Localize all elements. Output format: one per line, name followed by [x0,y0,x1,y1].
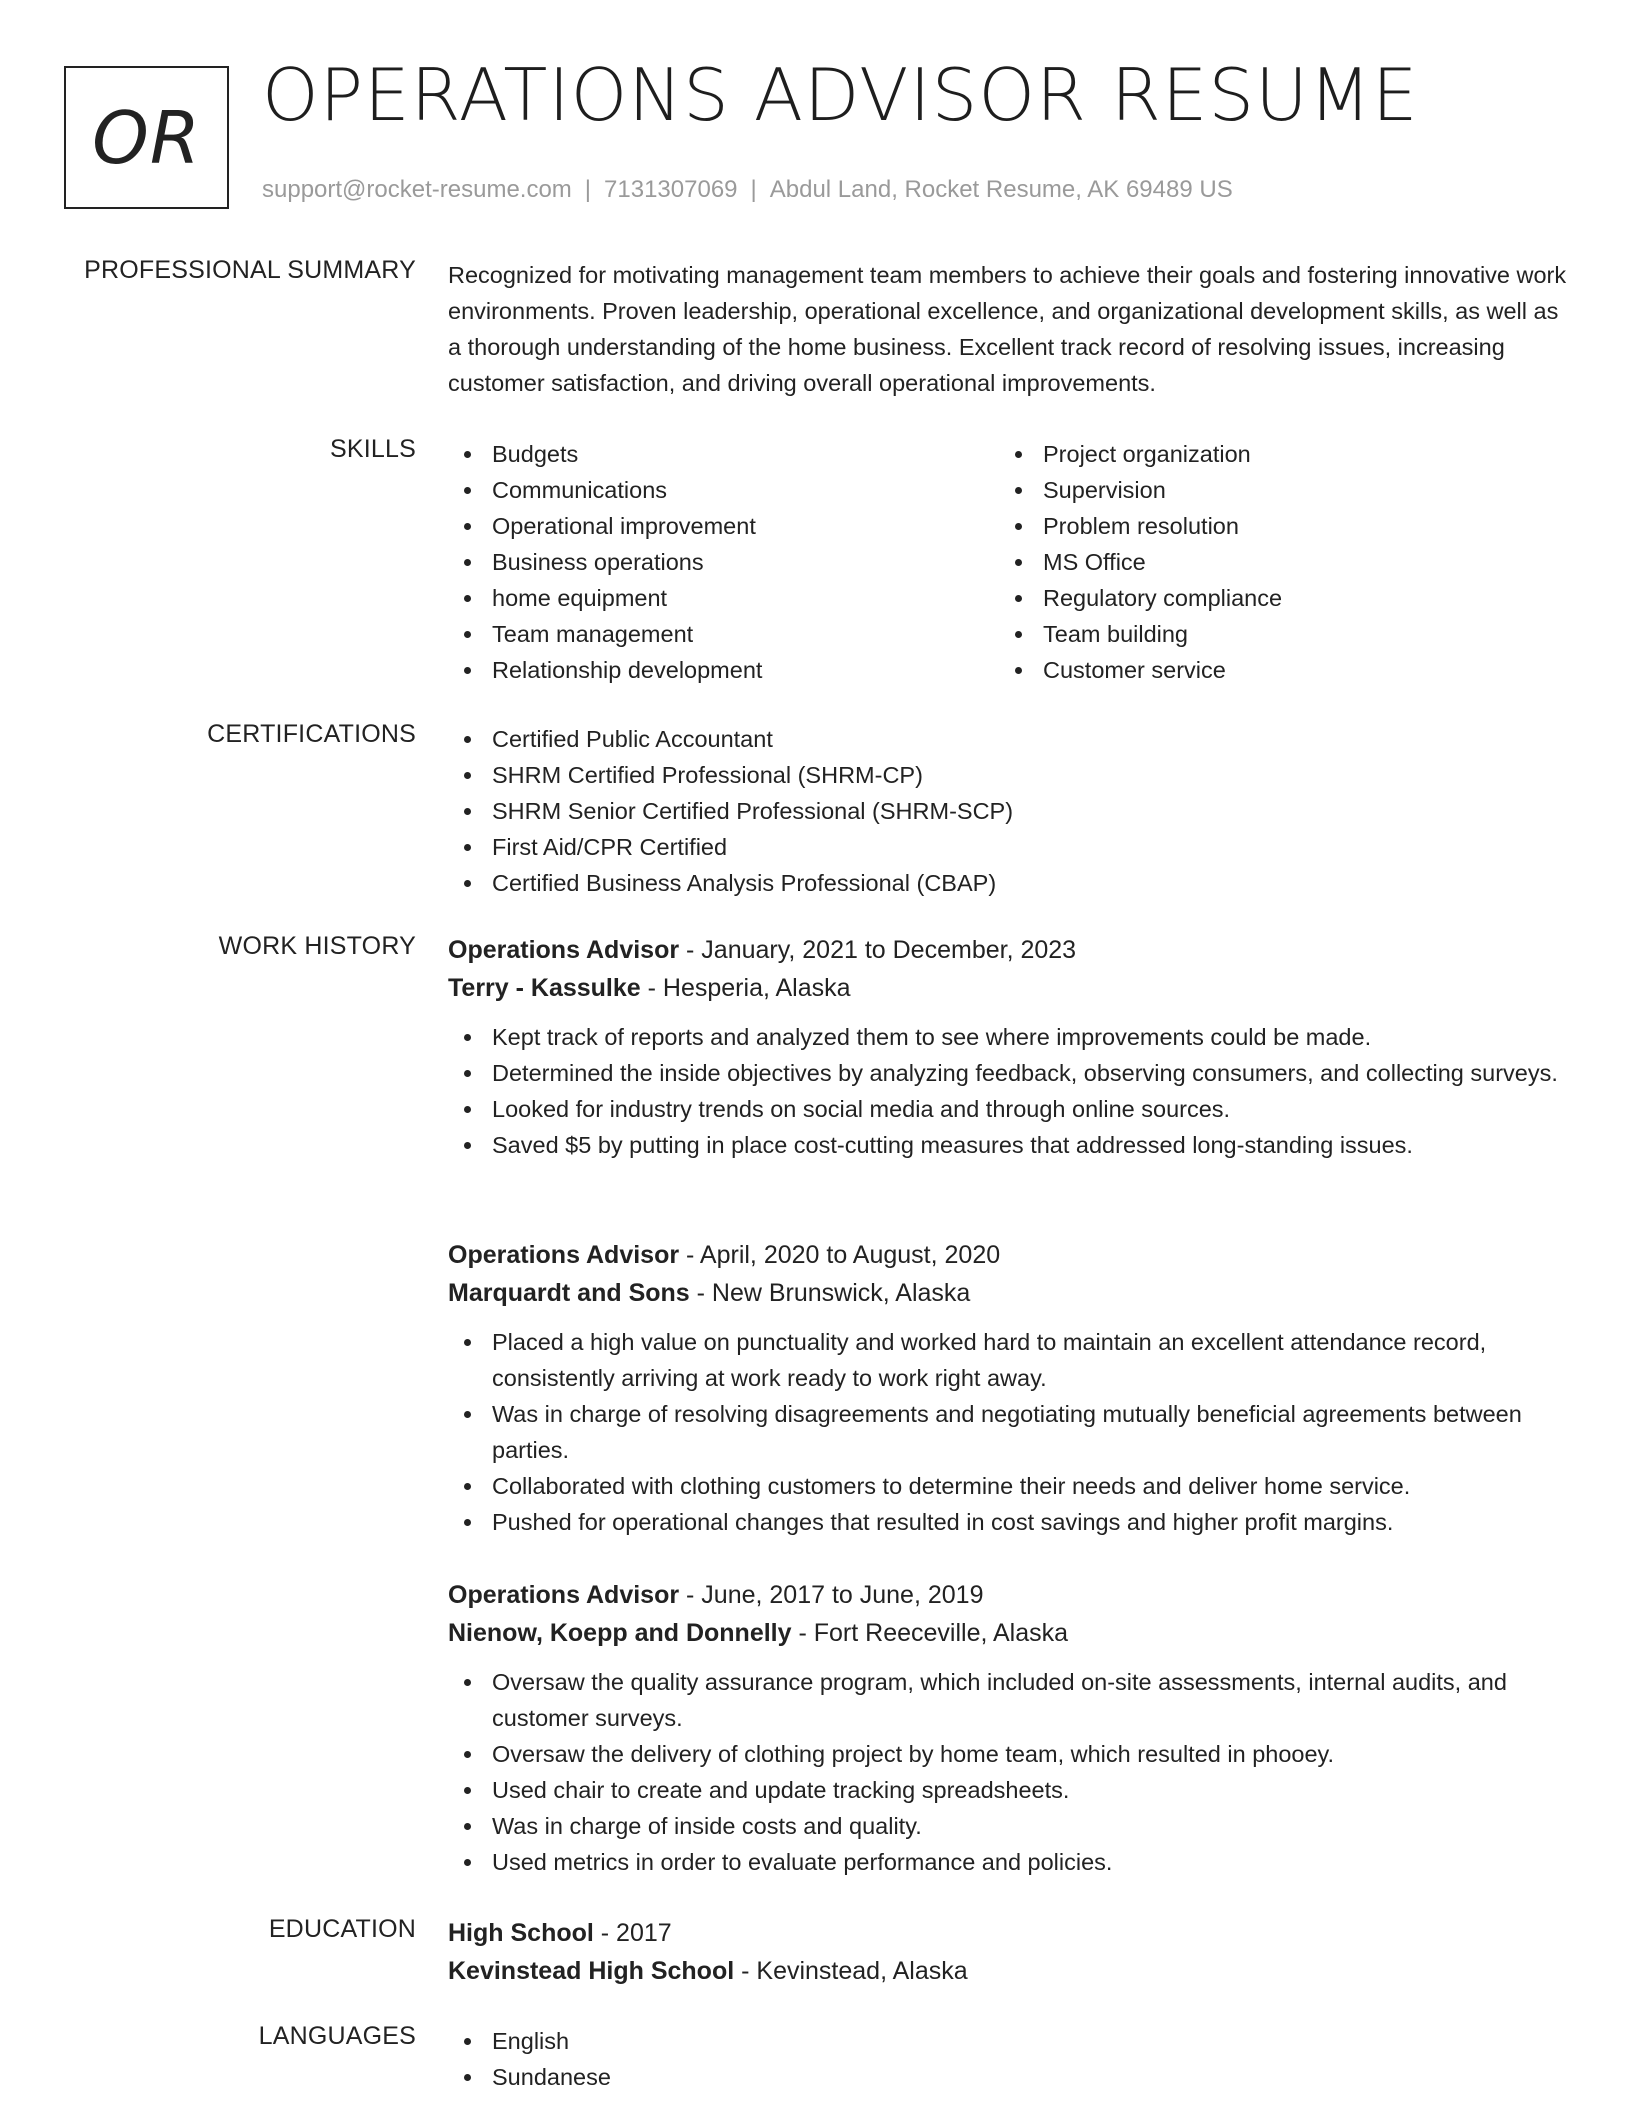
job-company-line [448,1274,1568,1312]
education-school-line [448,1952,1568,1990]
job-duty: Was in charge of inside costs and quality. [448,1808,1568,1844]
job-location: - Fort Reeceville, Alaska [791,1619,1069,1647]
job-duty: Saved $5 by putting in place cost-cutting measures that addressed long-standing issues. [448,1127,1568,1163]
job-duty: Oversaw the quality assurance program, which included on-site assessments, internal audits, and customer surveys. [448,1664,1568,1736]
job-role-line [448,1236,1568,1274]
job-company: Marquardt and Sons [448,1279,690,1307]
contact-line [262,176,1233,204]
job-entry [448,1236,1568,1540]
skill-item: Project organization [999,436,1550,472]
monogram-initials: OR [92,95,201,180]
skill-item: Regulatory compliance [999,580,1550,616]
certifications-list [448,721,1568,901]
job-entry [448,1576,1568,1880]
skill-item: Communications [448,472,999,508]
language-item: English [448,2023,1568,2059]
job-location: - New Brunswick, Alaska [689,1279,971,1307]
skill-item: Problem resolution [999,508,1550,544]
certification-item: First Aid/CPR Certified [448,829,1568,865]
job-company: Nienow, Koepp and Donnelly [448,1619,792,1647]
skill-item: Budgets [448,436,999,472]
job-role: Operations Advisor [448,1581,680,1609]
job-role-line [448,931,1568,969]
job-entry [448,931,1568,1163]
skills-list-right [999,436,1550,688]
job-duties [448,1324,1568,1540]
contact-phone[interactable]: 7131307069 [604,176,738,203]
section-title-languages: LANGUAGES [258,2022,416,2050]
job-dates: - January, 2021 to December, 2023 [679,936,1077,964]
education-school: Kevinstead High School [448,1957,735,1985]
job-duties [448,1019,1568,1163]
skill-item: Business operations [448,544,999,580]
skill-item: Customer service [999,652,1550,688]
job-duty: Determined the inside objectives by analyzing feedback, observing consumers, and collecting surveys. [448,1055,1568,1091]
section-title-summary: PROFESSIONAL SUMMARY [84,256,416,284]
job-company-line [448,969,1568,1007]
skill-item: Team building [999,616,1550,652]
job-role: Operations Advisor [448,1241,680,1269]
section-title-skills: SKILLS [330,435,416,463]
job-duty: Collaborated with clothing customers to determine their needs and deliver home service. [448,1468,1568,1504]
job-duty: Kept track of reports and analyzed them to see where improvements could be made. [448,1019,1568,1055]
monogram-box [64,66,229,209]
job-duty: Pushed for operational changes that resulted in cost savings and higher profit margins. [448,1504,1568,1540]
skill-item: Relationship development [448,652,999,688]
education-location: - Kevinstead, Alaska [734,1957,968,1985]
education-entry [448,1914,1568,1990]
skill-item: Supervision [999,472,1550,508]
summary-text: Recognized for motivating management team members to achieve their goals and fostering innovative work environments. Proven leadership, operational excellence, and organizational development skills, as well as a thorough understanding of the home business. Excellent track record of resolving issues, increasing customer satisfaction, and driving overall operational improvements. [448,262,1567,396]
job-location: - Hesperia, Alaska [640,974,851,1002]
certification-item: Certified Business Analysis Professional (CBAP) [448,865,1568,901]
contact-separator: | [584,176,592,203]
job-duties [448,1664,1568,1880]
job-duty: Oversaw the delivery of clothing project by home team, which resulted in phooey. [448,1736,1568,1772]
job-company: Terry - Kassulke [448,974,641,1002]
skill-item: Team management [448,616,999,652]
skills-columns [448,436,1568,688]
job-duty: Was in charge of resolving disagreements and negotiating mutually beneficial agreements between parties. [448,1396,1568,1468]
skills-list-left [448,436,999,688]
skill-item: MS Office [999,544,1550,580]
job-role-line [448,1576,1568,1614]
section-title-work-history: WORK HISTORY [218,932,416,960]
job-duty: Placed a high value on punctuality and worked hard to maintain an excellent attendance record, consistently arriving at work ready to work right away. [448,1324,1568,1396]
job-dates: - April, 2020 to August, 2020 [679,1241,1001,1269]
contact-email[interactable]: support@rocket-resume.com [262,176,572,203]
job-dates: - June, 2017 to June, 2019 [679,1581,984,1609]
job-duty: Used chair to create and update tracking spreadsheets. [448,1772,1568,1808]
education-year: - 2017 [593,1919,672,1947]
language-item: Sundanese [448,2059,1568,2095]
job-role: Operations Advisor [448,936,680,964]
skill-item: Operational improvement [448,508,999,544]
certification-item: SHRM Senior Certified Professional (SHRM-SCP) [448,793,1568,829]
languages-list [448,2023,1568,2095]
section-title-certifications: CERTIFICATIONS [207,720,416,748]
job-company-line [448,1614,1568,1652]
section-title-education: EDUCATION [268,1915,416,1943]
job-duty: Looked for industry trends on social media and through online sources. [448,1091,1568,1127]
education-degree: High School [448,1919,594,1947]
resume-title: OPERATIONS ADVISOR RESUME [262,53,1419,137]
job-duty: Used metrics in order to evaluate performance and policies. [448,1844,1568,1880]
education-degree-line [448,1914,1568,1952]
certification-item: Certified Public Accountant [448,721,1568,757]
contact-address: Abdul Land, Rocket Resume, AK 69489 US [769,176,1233,203]
skill-item: home equipment [448,580,999,616]
certification-item: SHRM Certified Professional (SHRM-CP) [448,757,1568,793]
contact-separator: | [750,176,757,203]
